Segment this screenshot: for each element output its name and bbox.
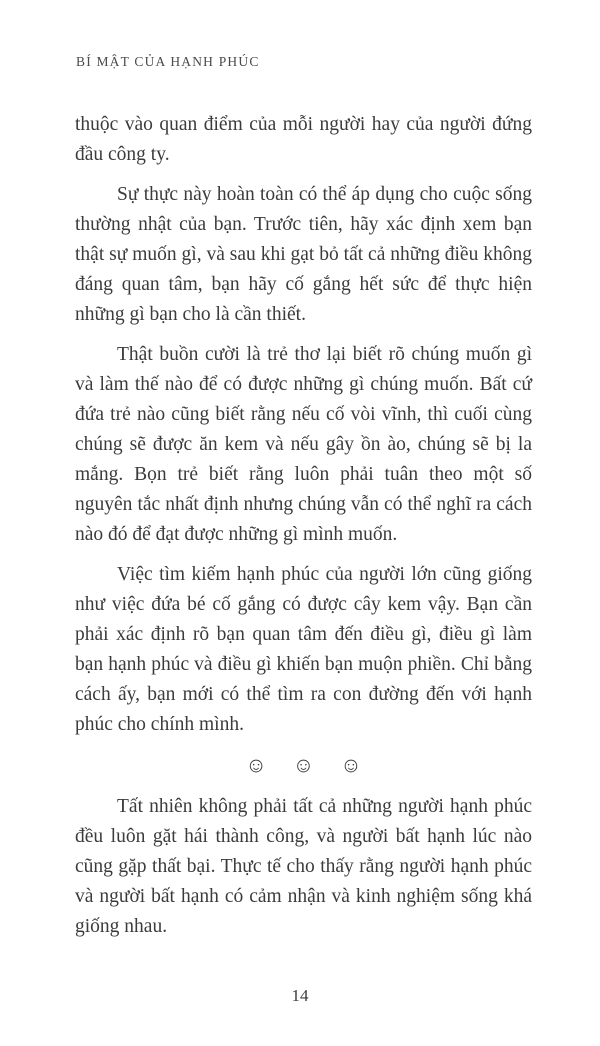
paragraph: Việc tìm kiếm hạnh phúc của người lớn cũng giống như việc đứa bé cố gắng có được cây kem vậy. Bạn cần phải xác định rõ bạn quan tâm đến điều gì, điều gì làm bạn hạnh phúc và điều gì khiến bạn muộn phiền. Chỉ bằng cách ấy, bạn mới có thể tìm ra con đường đến với hạnh phúc cho chính mình. bbox=[75, 564, 532, 735]
page-body bbox=[75, 110, 532, 952]
page-number: 14 bbox=[291, 986, 309, 1005]
paragraph: Sự thực này hoàn toàn có thể áp dụng cho cuộc sống thường nhật của bạn. Trước tiên, hãy xác định xem bạn thật sự muốn gì, và sau khi gạt bỏ tất cả những điều không đáng quan tâm, bạn hãy cố gắng hết sức để thực hiện những gì bạn cho là cần thiết. bbox=[75, 184, 532, 325]
paragraph: thuộc vào quan điểm của mỗi người hay của người đứng đầu công ty. bbox=[75, 114, 532, 165]
smiley-icon: ☺ bbox=[340, 753, 362, 777]
running-header: BÍ MẬT CỦA HẠNH PHÚC bbox=[76, 54, 260, 69]
smiley-icon: ☺ bbox=[245, 753, 267, 777]
section-break bbox=[75, 750, 532, 780]
paragraph: Thật buồn cười là trẻ thơ lại biết rõ chúng muốn gì và làm thế nào để có được những gì chúng muốn. Bất cứ đứa trẻ nào cũng biết rằng nếu cố vòi vĩnh, thì cuối cùng chúng sẽ được ăn kem và nếu gây ồn ào, chúng sẽ bị la mắng. Bọn trẻ biết rằng luôn phải tuân theo một số nguyên tắc nhất định nhưng chúng vẫn có thể nghĩ ra cách nào đó để đạt được những gì mình muốn. bbox=[75, 344, 532, 545]
paragraph: Tất nhiên không phải tất cả những người hạnh phúc đều luôn gặt hái thành công, và người bất hạnh lúc nào cũng gặp thất bại. Thực tế cho thấy rằng người hạnh phúc và người bất hạnh có cảm nhận và kinh nghiệm sống khá giống nhau. bbox=[75, 796, 532, 937]
smiley-icon: ☺ bbox=[292, 753, 315, 777]
